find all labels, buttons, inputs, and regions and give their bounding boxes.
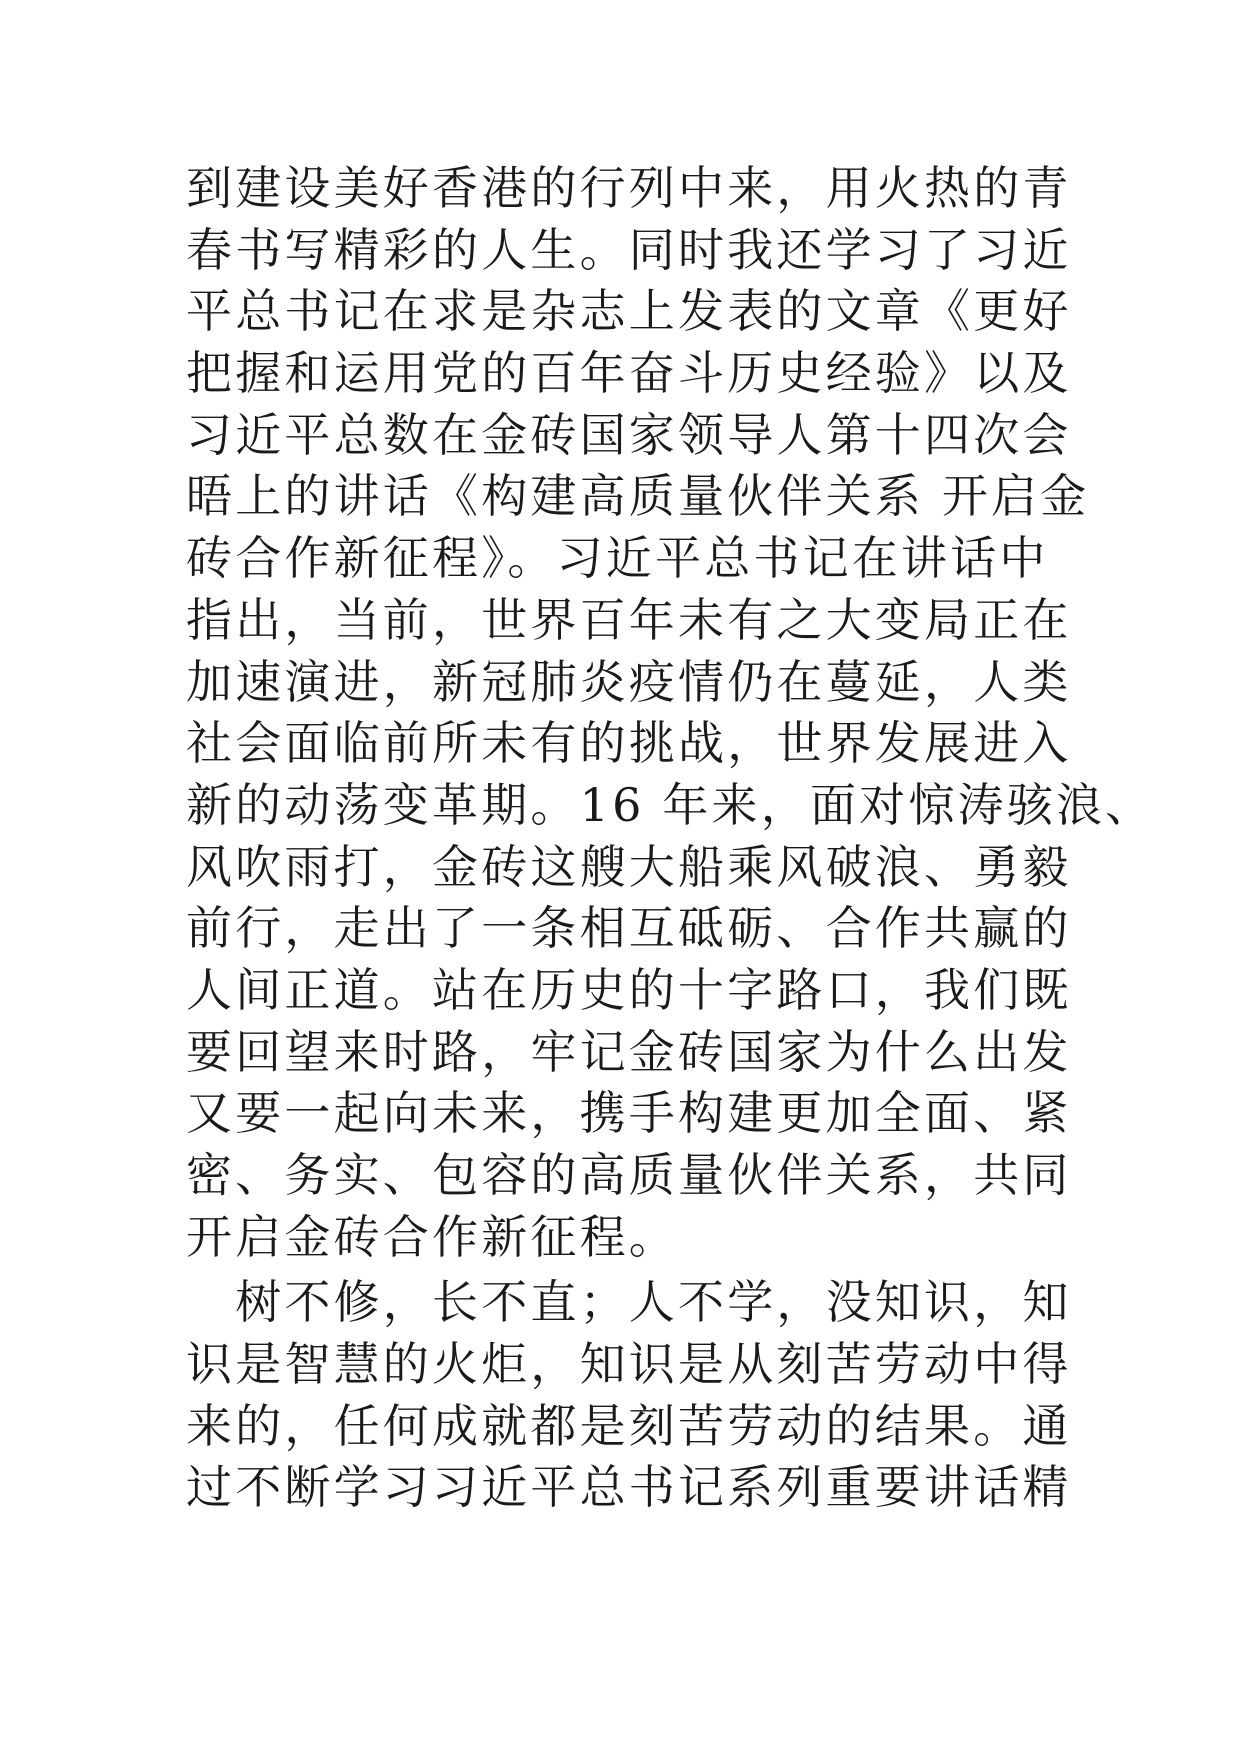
text-line: 过不断学习习近平总书记系列重要讲话精 (186, 1460, 1072, 1515)
text-line: 密、务实、包容的高质量伙伴关系，共同 (186, 1148, 1072, 1202)
text-line: 春书写精彩的人生。同时我还学习了习近 (186, 222, 1072, 277)
text-line: 人间正道。站在历史的十字路口，我们既 (186, 962, 1072, 1017)
text-line: 习近平总数在金砖国家领导人第十四次会 (186, 407, 1072, 462)
text-line: 平总书记在求是杂志上发表的文章《更好 (186, 284, 1072, 339)
text-line: 开启金砖合作新征程。 (186, 1209, 678, 1264)
text-line: 晤上的讲话《构建高质量伙伴关系 开启金 (186, 469, 1090, 524)
paragraph-1 (186, 158, 1155, 1268)
text-line: 到建设美好香港的行列中来，用火热的青 (186, 161, 1072, 215)
text-line: 指出，当前，世界百年未有之大变局正在 (186, 592, 1072, 647)
paragraph-2 (186, 1272, 1086, 1519)
text-line: 又要一起向未来，携手构建更加全面、紧 (186, 1086, 1072, 1141)
body-text (186, 158, 1155, 1519)
text-line: 砖合作新征程》。习近平总书记在讲话中 (186, 531, 1049, 586)
text-line: 加速演进，新冠肺炎疫情仍在蔓延，人类 (186, 654, 1072, 709)
text-line: 把握和运用党的百年奋斗历史经验》以及 (186, 346, 1072, 401)
text-line: 要回望来时路，牢记金砖国家为什么出发 (186, 1024, 1072, 1079)
text-line: 识是智慧的火炬，知识是从刻苦劳动中得 (186, 1337, 1072, 1392)
text-line: 社会面临前所未有的挑战，世界发展进入 (186, 716, 1072, 771)
text-line: 新的动荡变革期。16 年来，面对惊涛骇浪、 (186, 777, 1155, 832)
text-line: 树不修，长不直；人不学，没知识，知 (186, 1275, 1072, 1330)
text-line: 前行，走出了一条相互砥砺、合作共赢的 (186, 901, 1072, 956)
text-line: 来的，任何成就都是刻苦劳动的结果。通 (186, 1398, 1072, 1453)
text-line: 风吹雨打，金砖这艘大船乘风破浪、勇毅 (186, 839, 1072, 894)
